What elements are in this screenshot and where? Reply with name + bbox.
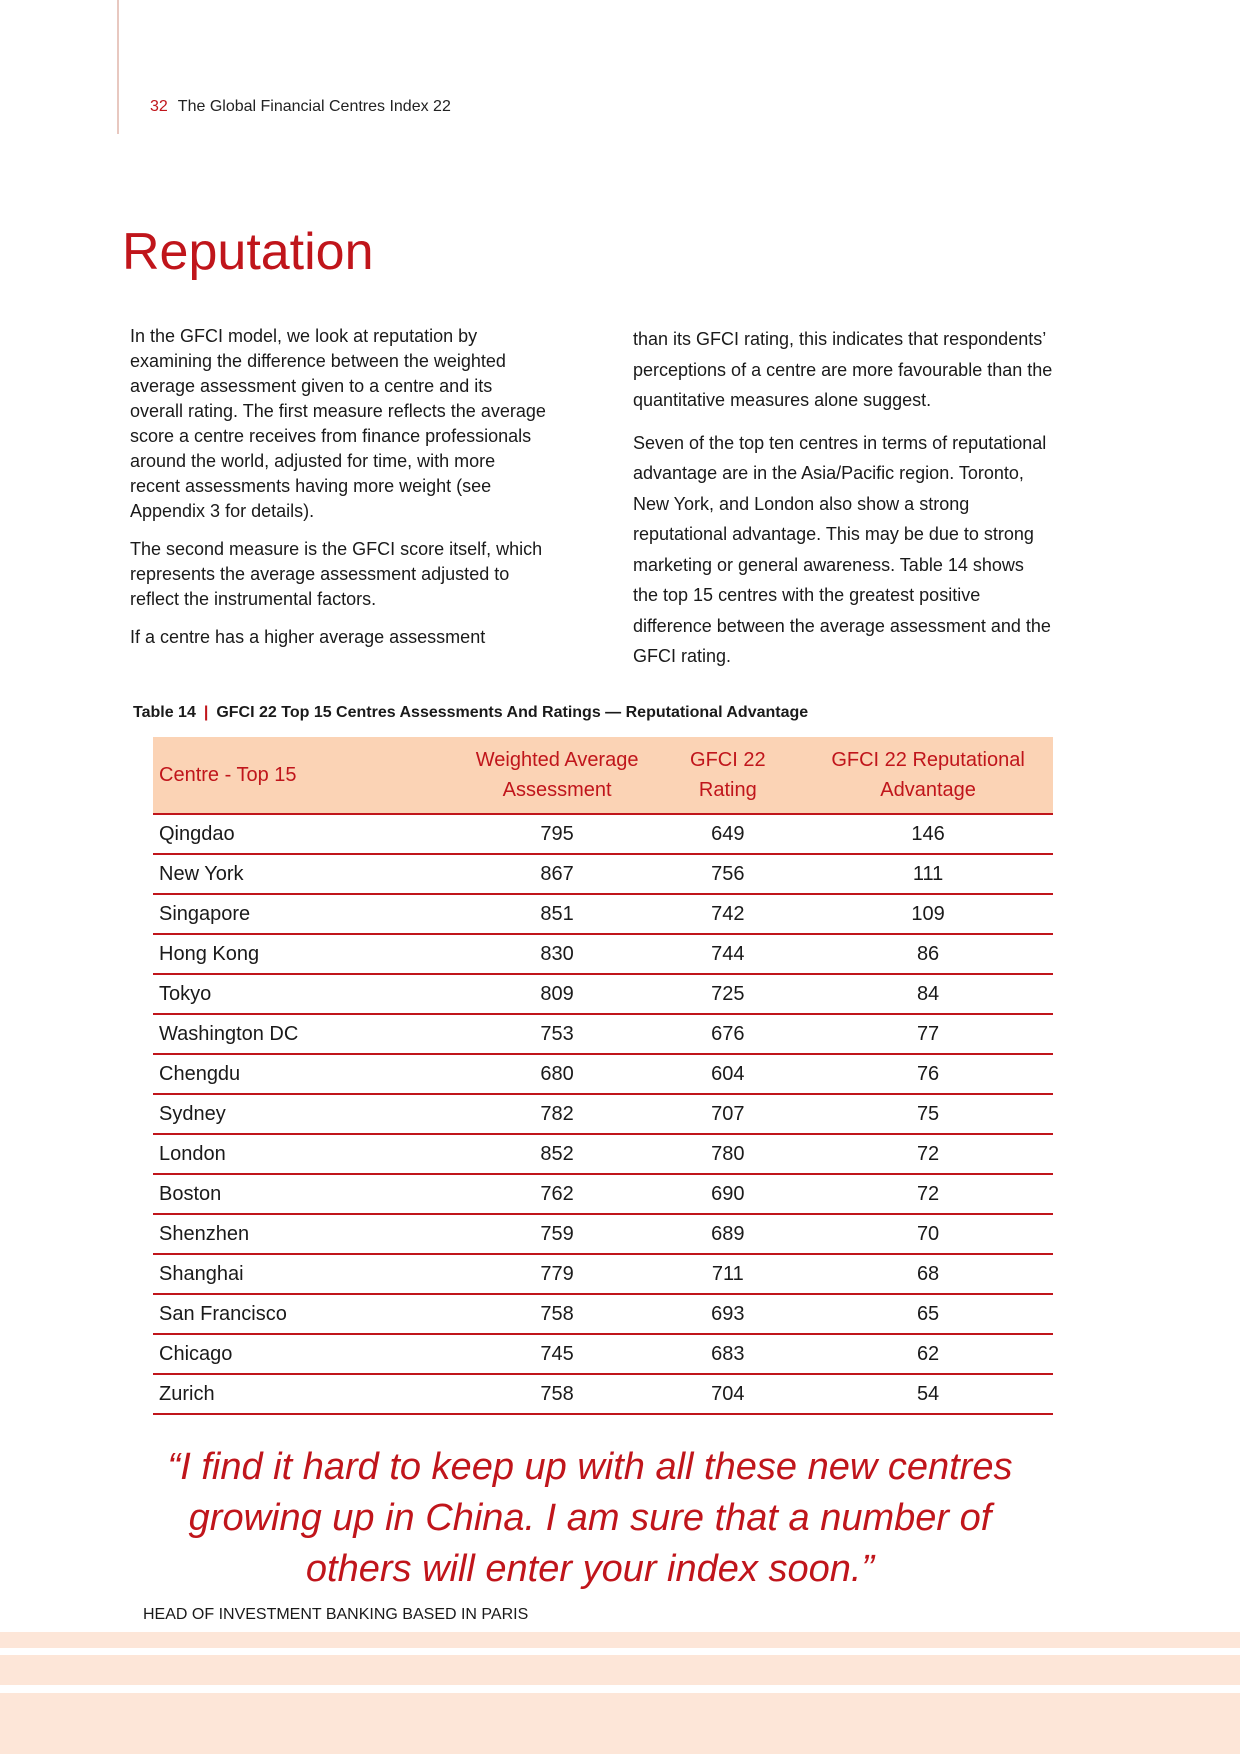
rating-value: 711 (653, 1254, 804, 1294)
body-column-right (633, 324, 1053, 684)
margin-rule (117, 0, 119, 134)
table-row (153, 1374, 1053, 1414)
rating-value: 604 (653, 1054, 804, 1094)
centre-name: Qingdao (153, 814, 462, 854)
column-header-centre: Centre - Top 15 (153, 737, 462, 814)
footer-band (0, 1655, 1240, 1685)
column-header-assessment: Weighted Average Assessment (462, 737, 653, 814)
advantage-value: 75 (803, 1094, 1053, 1134)
centre-name: Tokyo (153, 974, 462, 1014)
table-caption (133, 704, 808, 722)
assessment-value: 758 (462, 1374, 653, 1414)
assessment-value: 758 (462, 1294, 653, 1334)
advantage-value: 146 (803, 814, 1053, 854)
rating-value: 742 (653, 894, 804, 934)
assessment-value: 851 (462, 894, 653, 934)
advantage-value: 65 (803, 1294, 1053, 1334)
centre-name: Chicago (153, 1334, 462, 1374)
assessment-value: 753 (462, 1014, 653, 1054)
paragraph: In the GFCI model, we look at reputation by examining the difference between the weighted average assessment given to a centre and its overall rating. The first measure reflects the average score a centre receives from finance professionals around the world, adjusted for time, with more recent assessments having more weight (see Appendix 3 for details). (130, 326, 546, 521)
rating-value: 676 (653, 1014, 804, 1054)
table-caption-title: GFCI 22 Top 15 Centres Assessments And Ratings — Reputational Advantage (216, 704, 809, 721)
advantage-value: 70 (803, 1214, 1053, 1254)
advantage-value: 77 (803, 1014, 1053, 1054)
centre-name: Chengdu (153, 1054, 462, 1094)
centre-name: Washington DC (153, 1014, 462, 1054)
advantage-value: 76 (803, 1054, 1053, 1094)
advantage-value: 109 (803, 894, 1053, 934)
table-row (153, 1014, 1053, 1054)
rating-value: 780 (653, 1134, 804, 1174)
rating-value: 725 (653, 974, 804, 1014)
table-row (153, 1334, 1053, 1374)
quote-attribution: HEAD OF INVESTMENT BANKING BASED IN PARIS (143, 1606, 529, 1623)
centre-name: Shenzhen (153, 1214, 462, 1254)
assessment-value: 779 (462, 1254, 653, 1294)
column-header-advantage: GFCI 22 Reputational Advantage (803, 737, 1053, 814)
advantage-value: 72 (803, 1134, 1053, 1174)
paragraph: Seven of the top ten centres in terms of reputational advantage are in the Asia/Pacific region. Toronto, New York, and London also show a strong reputational advantage. This may be due to strong marketing or general awareness. Table 14 shows the top 15 centres with the greatest positive difference between the average assessment and the GFCI rating. (633, 432, 1051, 666)
centre-name: Sydney (153, 1094, 462, 1134)
centre-name: San Francisco (153, 1294, 462, 1334)
section-title: Reputation (122, 223, 374, 281)
table-row (153, 814, 1053, 854)
running-header (150, 98, 451, 116)
centre-name: Boston (153, 1174, 462, 1214)
assessment-value: 680 (462, 1054, 653, 1094)
rating-value: 707 (653, 1094, 804, 1134)
advantage-value: 111 (803, 854, 1053, 894)
centre-name: Hong Kong (153, 934, 462, 974)
page-number: 32 (150, 98, 168, 115)
rating-value: 693 (653, 1294, 804, 1334)
paragraph: than its GFCI rating, this indicates that respondents’ perceptions of a centre are more favourable than the quantitative measures alone suggest. (633, 329, 1053, 410)
table-row (153, 854, 1053, 894)
table-row (153, 1134, 1053, 1174)
assessment-value: 782 (462, 1094, 653, 1134)
reputation-table (153, 737, 1053, 1415)
centre-name: Singapore (153, 894, 462, 934)
table-header-row (153, 737, 1053, 814)
publication-title: The Global Financial Centres Index 22 (177, 98, 451, 115)
rating-value: 704 (653, 1374, 804, 1414)
centre-name: Shanghai (153, 1254, 462, 1294)
footer-band (0, 1693, 1240, 1754)
advantage-value: 62 (803, 1334, 1053, 1374)
table-row (153, 1054, 1053, 1094)
table-caption-label: Table 14 (133, 704, 196, 721)
advantage-value: 54 (803, 1374, 1053, 1414)
table-caption-separator: | (203, 704, 209, 721)
rating-value: 649 (653, 814, 804, 854)
advantage-value: 84 (803, 974, 1053, 1014)
advantage-value: 86 (803, 934, 1053, 974)
rating-value: 756 (653, 854, 804, 894)
rating-value: 744 (653, 934, 804, 974)
advantage-value: 68 (803, 1254, 1053, 1294)
table-row (153, 894, 1053, 934)
rating-value: 683 (653, 1334, 804, 1374)
assessment-value: 795 (462, 814, 653, 854)
table-row (153, 1294, 1053, 1334)
advantage-value: 72 (803, 1174, 1053, 1214)
assessment-value: 809 (462, 974, 653, 1014)
pull-quote: “I find it hard to keep up with all these new centres growing up in China. I am sure that a number of others will enter your index soon.” (167, 1446, 1013, 1590)
column-header-rating: GFCI 22 Rating (653, 737, 804, 814)
table-row (153, 1214, 1053, 1254)
paragraph: If a centre has a higher average assessment (130, 627, 486, 647)
centre-name: London (153, 1134, 462, 1174)
centre-name: Zurich (153, 1374, 462, 1414)
body-column-left (130, 324, 550, 663)
assessment-value: 762 (462, 1174, 653, 1214)
assessment-value: 852 (462, 1134, 653, 1174)
rating-value: 690 (653, 1174, 804, 1214)
paragraph: The second measure is the GFCI score itself, which represents the average assessment adjusted to reflect the instrumental factors. (130, 539, 543, 609)
assessment-value: 830 (462, 934, 653, 974)
table-row (153, 934, 1053, 974)
table-row (153, 1094, 1053, 1134)
footer-band (0, 1632, 1240, 1648)
assessment-value: 759 (462, 1214, 653, 1254)
assessment-value: 745 (462, 1334, 653, 1374)
assessment-value: 867 (462, 854, 653, 894)
table-row (153, 974, 1053, 1014)
centre-name: New York (153, 854, 462, 894)
table-row (153, 1174, 1053, 1214)
rating-value: 689 (653, 1214, 804, 1254)
table-row (153, 1254, 1053, 1294)
